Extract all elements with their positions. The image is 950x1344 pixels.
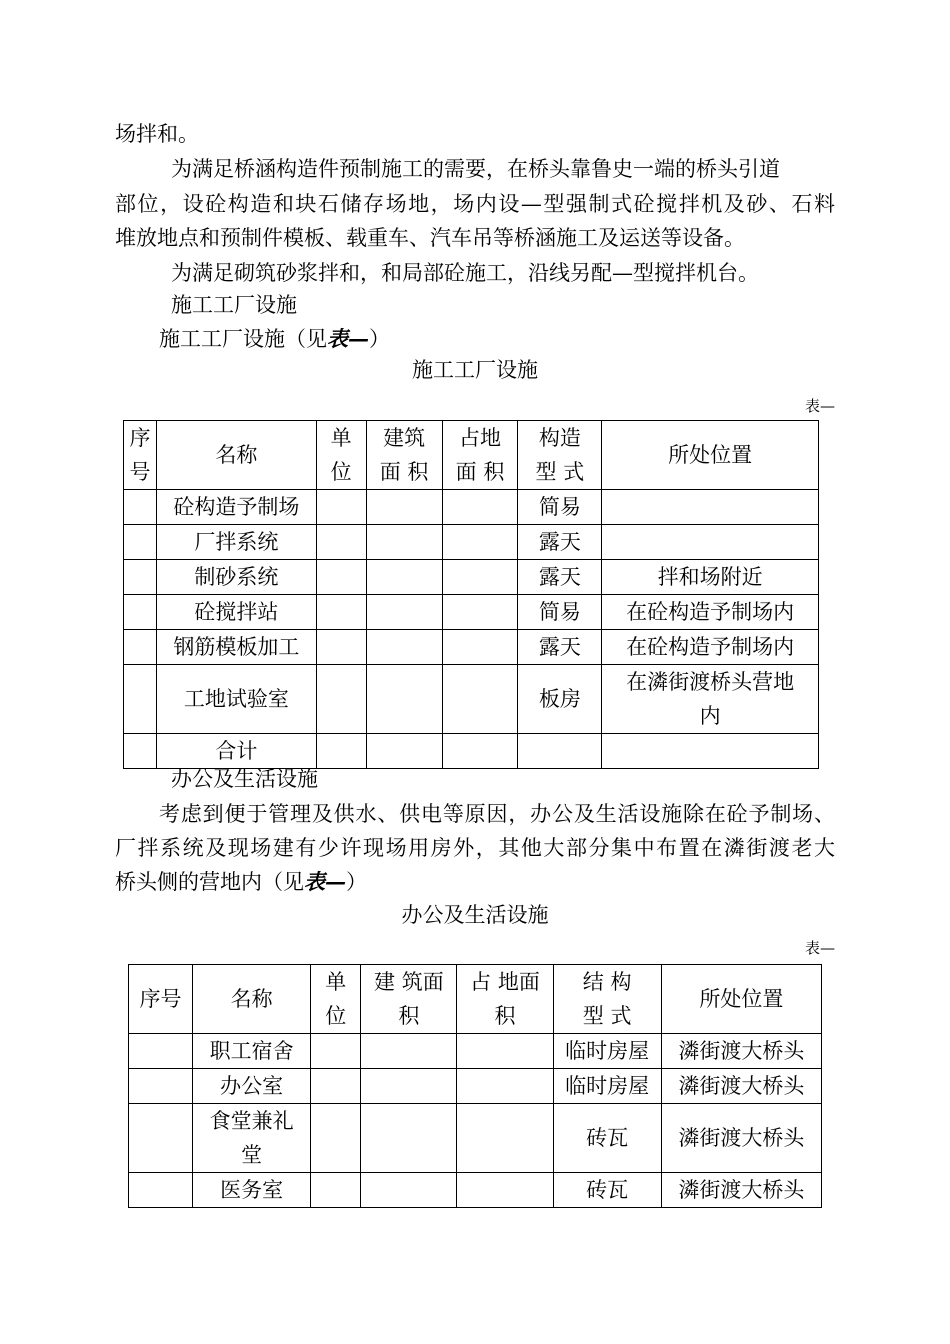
cell-location: 潾街渡大桥头 [661, 1104, 821, 1173]
cell-occupied-area [442, 665, 518, 734]
reference-close: ） [346, 870, 367, 894]
cell-building-area [361, 1034, 457, 1069]
cell-occupied-area [457, 1069, 553, 1104]
cell-seq [124, 560, 157, 595]
cell-unit [316, 560, 366, 595]
reference-text: 桥头侧的营地内（见 [115, 870, 304, 894]
cell-name: 办公室 [193, 1069, 311, 1104]
cell-occupied-area [457, 1173, 553, 1208]
cell-unit [316, 595, 366, 630]
cell-building-area [361, 1069, 457, 1104]
cell-occupied-area [457, 1034, 553, 1069]
section-heading: 办公及生活设施 [171, 767, 318, 791]
cell-name: 钢筋模板加工 [156, 630, 316, 665]
table-row [124, 595, 819, 630]
header-seq: 序 号 [124, 421, 157, 490]
paragraph-line: 为满足桥涵构造件预制施工的需要，在桥头靠鲁史一端的桥头引道 [171, 157, 780, 181]
cell-occupied-area [442, 595, 518, 630]
table-reference [159, 322, 390, 356]
cell-building-area [361, 1104, 457, 1173]
cell-seq [129, 1104, 193, 1173]
table-row [124, 560, 819, 595]
cell-location: 潾街渡大桥头 [661, 1034, 821, 1069]
cell-structure-type: 简易 [518, 595, 602, 630]
cell-seq [124, 525, 157, 560]
cell-occupied-area [442, 525, 518, 560]
cell-location [602, 525, 819, 560]
header-building-area: 建 筑面 积 [361, 965, 457, 1034]
cell-name: 医务室 [193, 1173, 311, 1208]
header-name: 名称 [193, 965, 311, 1034]
reference-table-number: 表— [304, 869, 346, 894]
table1-caption: 施工工厂设施 [412, 358, 538, 382]
table-row [129, 1104, 822, 1173]
table-header-row [129, 965, 822, 1034]
cell-structure-type: 简易 [518, 490, 602, 525]
cell-structure-type: 板房 [518, 665, 602, 734]
cell-building-area [366, 665, 442, 734]
table-row [124, 490, 819, 525]
cell-location: 潾街渡大桥头 [661, 1173, 821, 1208]
table1-number: 表— [804, 397, 835, 415]
header-occupied-area: 占地 面 积 [442, 421, 518, 490]
header-location: 所处位置 [602, 421, 819, 490]
table-row [129, 1034, 822, 1069]
table2 [128, 964, 822, 1208]
table-row [124, 630, 819, 665]
header-structure-type: 构造 型 式 [518, 421, 602, 490]
cell-occupied-area [442, 734, 518, 769]
table2-number: 表— [804, 939, 835, 957]
table-header-row [124, 421, 819, 490]
header-building-area: 建筑 面 积 [366, 421, 442, 490]
cell-seq [124, 630, 157, 665]
cell-building-area [366, 525, 442, 560]
cell-name: 砼构造予制场 [156, 490, 316, 525]
table-row [124, 525, 819, 560]
table2-caption: 办公及生活设施 [401, 903, 549, 927]
cell-building-area [366, 490, 442, 525]
cell-occupied-area [457, 1104, 553, 1173]
cell-location: 在砼构造予制场内 [602, 630, 819, 665]
cell-unit [311, 1069, 361, 1104]
cell-occupied-area [442, 490, 518, 525]
cell-name: 砼搅拌站 [156, 595, 316, 630]
table-reference [115, 865, 367, 899]
reference-text: 施工工厂设施（见 [159, 327, 327, 351]
paragraph-line: 为满足砌筑砂浆拌和，和局部砼施工，沿线另配—型搅拌机台。 [171, 261, 759, 285]
paragraph-line: 考虑到便于管理及供水、供电等原因，办公及生活设施除在砼予制场、 [159, 802, 835, 826]
cell-name: 工地试验室 [156, 665, 316, 734]
cell-structure-type [518, 734, 602, 769]
header-seq: 序号 [129, 965, 193, 1034]
header-unit: 单 位 [316, 421, 366, 490]
cell-location: 拌和场附近 [602, 560, 819, 595]
cell-unit [316, 490, 366, 525]
cell-structure-type: 临时房屋 [553, 1034, 661, 1069]
cell-building-area [361, 1173, 457, 1208]
table-row [124, 665, 819, 734]
cell-name: 合计 [156, 734, 316, 769]
cell-building-area [366, 734, 442, 769]
reference-close: ） [369, 327, 390, 351]
cell-unit [316, 734, 366, 769]
cell-unit [311, 1104, 361, 1173]
cell-location: 在潾街渡桥头营地 内 [602, 665, 819, 734]
cell-structure-type: 露天 [518, 525, 602, 560]
table-row [129, 1069, 822, 1104]
cell-structure-type: 砖瓦 [553, 1104, 661, 1173]
cell-unit [311, 1173, 361, 1208]
cell-unit [316, 665, 366, 734]
cell-seq [124, 595, 157, 630]
cell-structure-type: 露天 [518, 630, 602, 665]
cell-structure-type: 砖瓦 [553, 1173, 661, 1208]
table-row [129, 1173, 822, 1208]
header-name: 名称 [156, 421, 316, 490]
cell-seq [124, 490, 157, 525]
cell-location: 潾街渡大桥头 [661, 1069, 821, 1104]
header-occupied-area: 占 地面 积 [457, 965, 553, 1034]
cell-occupied-area [442, 630, 518, 665]
header-unit: 单 位 [311, 965, 361, 1034]
cell-building-area [366, 595, 442, 630]
cell-structure-type: 临时房屋 [553, 1069, 661, 1104]
cell-building-area [366, 560, 442, 595]
reference-table-number: 表— [327, 326, 369, 351]
cell-name: 职工宿舍 [193, 1034, 311, 1069]
paragraph-line: 厂拌系统及现场建有少许现场用房外，其他大部分集中布置在潾街渡老大 [115, 836, 835, 860]
cell-seq [129, 1173, 193, 1208]
cell-seq [129, 1034, 193, 1069]
cell-name: 厂拌系统 [156, 525, 316, 560]
cell-unit [316, 525, 366, 560]
cell-name: 食堂兼礼 堂 [193, 1104, 311, 1173]
cell-unit [311, 1034, 361, 1069]
cell-occupied-area [442, 560, 518, 595]
cell-structure-type: 露天 [518, 560, 602, 595]
cell-location [602, 734, 819, 769]
cell-seq [129, 1069, 193, 1104]
header-location: 所处位置 [661, 965, 821, 1034]
cell-name: 制砂系统 [156, 560, 316, 595]
paragraph-fragment: 场拌和。 [115, 122, 199, 146]
cell-location [602, 490, 819, 525]
paragraph-line: 堆放地点和预制件模板、载重车、汽车吊等桥涵施工及运送等设备。 [115, 226, 745, 250]
cell-location: 在砼构造予制场内 [602, 595, 819, 630]
header-structure-type: 结 构 型 式 [553, 965, 661, 1034]
table1 [123, 420, 819, 769]
section-heading: 施工工厂设施 [171, 293, 297, 317]
cell-seq [124, 665, 157, 734]
cell-unit [316, 630, 366, 665]
cell-building-area [366, 630, 442, 665]
paragraph-line: 部位，设砼构造和块石储存场地，场内设—型强制式砼搅拌机及砂、石料 [115, 192, 835, 216]
cell-seq [124, 734, 157, 769]
